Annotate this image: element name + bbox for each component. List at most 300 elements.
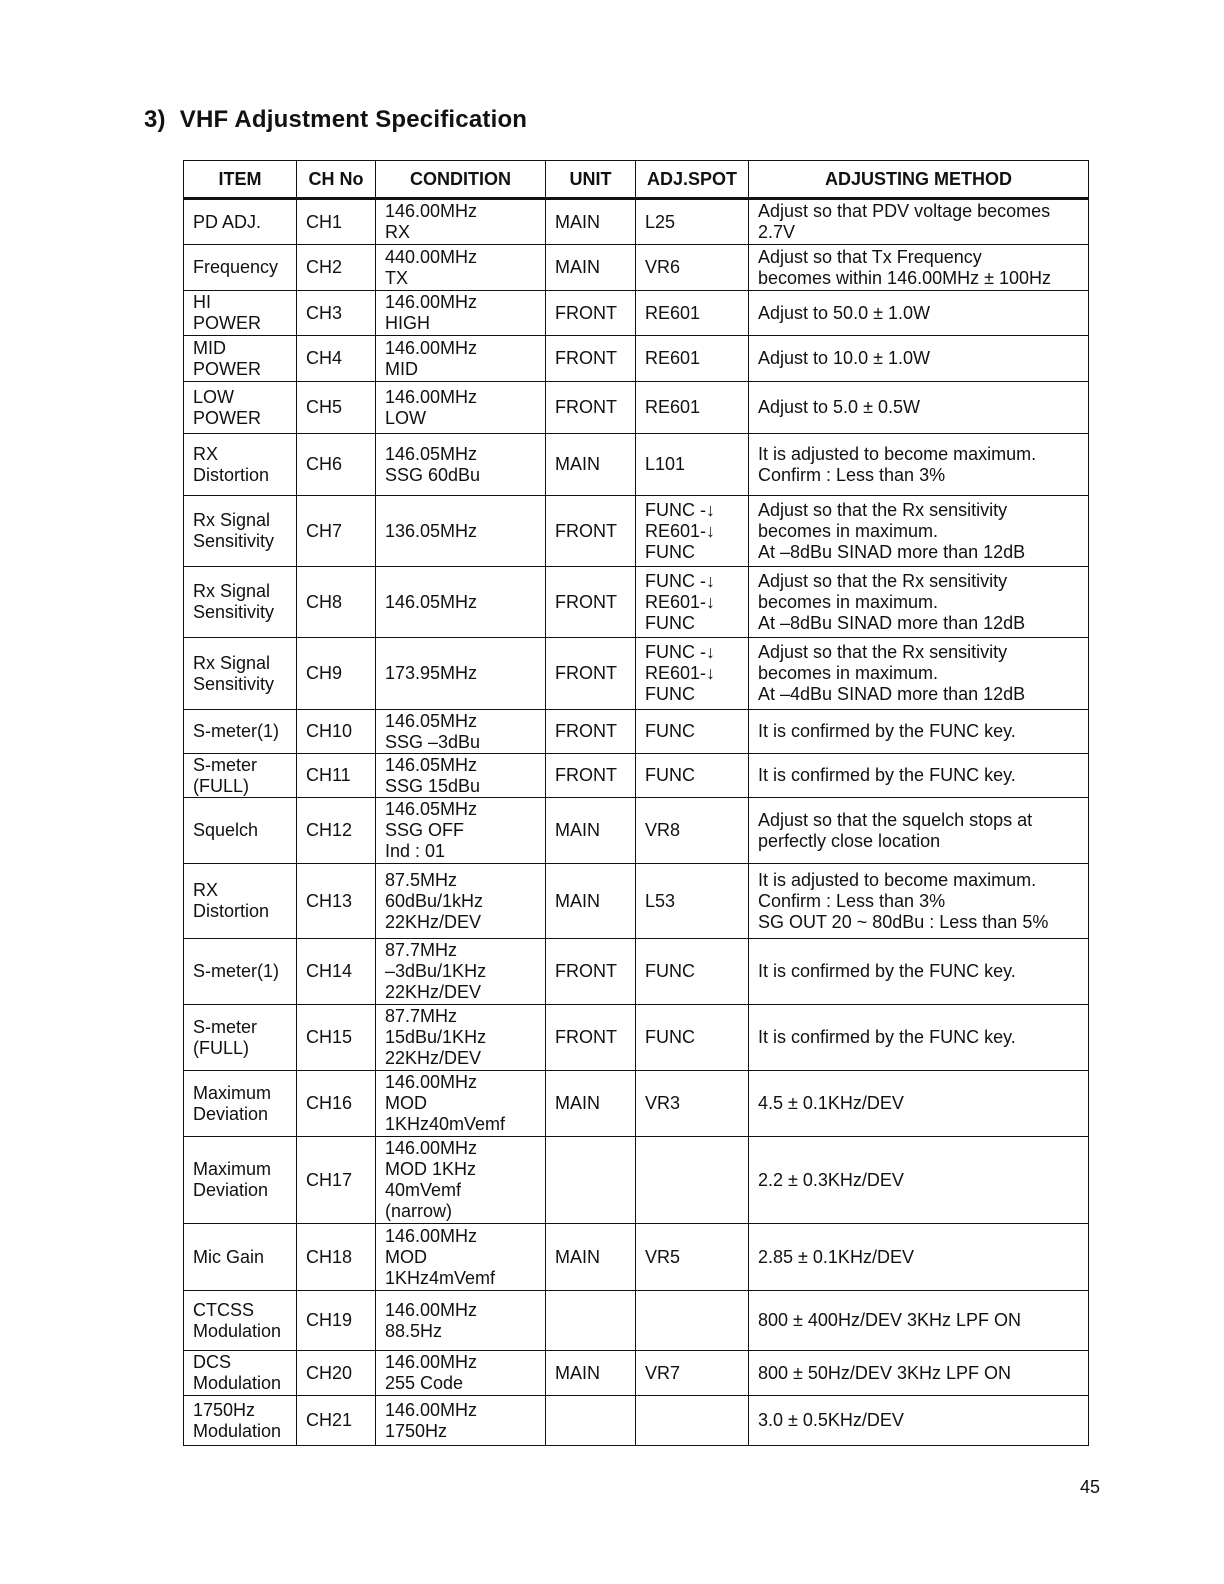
adj-spot-cell — [636, 245, 749, 291]
item-cell-line: Sensitivity — [193, 602, 275, 622]
section-title: VHF Adjustment Specification — [179, 106, 528, 133]
adjusting-method-cell-line: 4.5 ± 0.1KHz/DEV — [758, 1093, 904, 1113]
condition-cell — [376, 754, 546, 798]
adj-spot-cell — [636, 1291, 749, 1351]
adj-spot-cell — [636, 1224, 749, 1291]
condition-cell-line: 22KHz/DEV — [385, 911, 482, 932]
item-cell-line: 1750Hz — [193, 1399, 256, 1420]
adj-spot-cell-line: L101 — [645, 454, 686, 474]
adj-spot-cell-line: VR3 — [645, 1093, 681, 1113]
adjusting-method-cell-line: 2.7V — [758, 222, 796, 242]
condition-cell-line: 146.00MHz — [385, 386, 478, 407]
item-cell — [184, 199, 297, 245]
item-cell — [184, 939, 297, 1005]
item-cell-line: S-meter — [193, 1016, 258, 1037]
adjusting-method-cell — [749, 382, 1089, 434]
condition-cell-line: 1750Hz — [385, 1420, 448, 1441]
condition-cell-line: 146.00MHz — [385, 1299, 478, 1320]
table-row — [184, 1396, 1089, 1446]
item-cell-line: CTCSS — [193, 1299, 255, 1320]
item-cell-line: Frequency — [193, 257, 279, 277]
header-adjusting-method: ADJUSTING METHOD — [749, 161, 1089, 199]
item-cell-line: Rx Signal — [193, 652, 271, 673]
adj-spot-cell — [636, 567, 749, 638]
header-unit: UNIT — [546, 161, 636, 199]
condition-cell-line: 136.05MHz — [385, 520, 478, 541]
condition-cell-line: 40mVemf — [385, 1180, 462, 1200]
adjusting-method-cell-line: becomes within 146.00MHz ± 100Hz — [758, 267, 1052, 288]
adj-spot-cell-line: FUNC -↓ — [645, 642, 715, 662]
condition-cell-line: 146.05MHz — [385, 710, 478, 731]
adj-spot-cell-line: VR7 — [645, 1362, 681, 1383]
ch-no-cell: CH20 — [297, 1351, 376, 1396]
adjusting-method-cell-line: becomes in maximum. — [758, 520, 939, 541]
table-row — [184, 1137, 1089, 1224]
item-cell-line: POWER — [193, 407, 262, 428]
ch-no-cell: CH14 — [297, 939, 376, 1005]
ch-no-cell: CH8 — [297, 567, 376, 638]
adjusting-method-cell-line: Adjust to 5.0 ± 0.5W — [758, 397, 920, 417]
condition-cell-line: 146.00MHz — [385, 292, 478, 312]
condition-cell-line: 15dBu/1KHz — [385, 1027, 487, 1047]
section-heading — [144, 106, 527, 134]
table-row — [184, 798, 1089, 864]
item-cell — [184, 382, 297, 434]
adj-spot-cell — [636, 382, 749, 434]
table-body — [184, 199, 1089, 1446]
header-adj-spot: ADJ.SPOT — [636, 161, 749, 199]
ch-no-cell: CH1 — [297, 199, 376, 245]
item-cell-line: (FULL) — [193, 1037, 250, 1058]
condition-cell — [376, 1396, 546, 1446]
adjusting-method-cell-line: At –4dBu SINAD more than 12dB — [758, 684, 1026, 704]
item-cell — [184, 245, 297, 291]
condition-cell-line: 146.00MHz — [385, 1225, 478, 1246]
condition-cell — [376, 336, 546, 382]
item-cell-line: S-meter(1) — [193, 721, 280, 741]
ch-no-cell: CH21 — [297, 1396, 376, 1446]
item-cell — [184, 1224, 297, 1291]
item-cell-line: RX — [193, 443, 219, 464]
table-row — [184, 336, 1089, 382]
condition-cell-line: 87.7MHz — [385, 1006, 458, 1026]
adjusting-method-cell-line: Adjust so that the Rx sensitivity — [758, 642, 1008, 662]
condition-cell — [376, 199, 546, 245]
adjusting-method-cell-line: Adjust so that PDV voltage becomes — [758, 201, 1051, 221]
table-row — [184, 199, 1089, 245]
ch-no-cell: CH19 — [297, 1291, 376, 1351]
adjusting-method-cell-line: Adjust so that the squelch stops at — [758, 809, 1033, 830]
ch-no-cell: CH5 — [297, 382, 376, 434]
unit-cell: FRONT — [546, 754, 636, 798]
unit-cell: FRONT — [546, 710, 636, 754]
unit-cell — [546, 1396, 636, 1446]
adjusting-method-cell-line: Confirm : Less than 3% — [758, 890, 946, 911]
unit-cell: FRONT — [546, 1005, 636, 1071]
condition-cell — [376, 496, 546, 567]
condition-cell-line: 1KHz40mVemf — [385, 1114, 506, 1134]
item-cell-line: S-meter(1) — [193, 961, 280, 981]
adjusting-method-cell-line: It is adjusted to become maximum. — [758, 869, 1037, 890]
adjusting-method-cell-line: SG OUT 20 ~ 80dBu : Less than 5% — [758, 911, 1049, 932]
ch-no-cell: CH7 — [297, 496, 376, 567]
condition-cell-line: SSG 15dBu — [385, 775, 481, 796]
item-cell — [184, 1071, 297, 1137]
unit-cell: MAIN — [546, 1224, 636, 1291]
item-cell — [184, 1005, 297, 1071]
adjusting-method-cell-line: becomes in maximum. — [758, 663, 939, 683]
item-cell — [184, 434, 297, 496]
adjusting-method-cell — [749, 336, 1089, 382]
item-cell — [184, 638, 297, 710]
condition-cell-line: 146.00MHz — [385, 1138, 478, 1158]
adjusting-method-cell — [749, 1396, 1089, 1446]
ch-no-cell: CH13 — [297, 864, 376, 939]
condition-cell-line: 255 Code — [385, 1373, 464, 1393]
adj-spot-cell — [636, 1137, 749, 1224]
unit-cell — [546, 1137, 636, 1224]
item-cell — [184, 567, 297, 638]
table-row — [184, 382, 1089, 434]
condition-cell-line: 1KHz4mVemf — [385, 1267, 496, 1288]
condition-cell-line: 22KHz/DEV — [385, 1048, 482, 1068]
item-cell-line: PD ADJ. — [193, 211, 262, 232]
adj-spot-cell-line: RE601-↓ — [645, 591, 716, 612]
item-cell-line: DCS — [193, 1352, 232, 1372]
condition-cell-line: 146.05MHz — [385, 591, 478, 612]
item-cell — [184, 336, 297, 382]
condition-cell-line: 146.00MHz — [385, 1352, 478, 1372]
adj-spot-cell — [636, 638, 749, 710]
adj-spot-cell-line: FUNC -↓ — [645, 499, 715, 520]
ch-no-cell: CH4 — [297, 336, 376, 382]
adj-spot-cell — [636, 1071, 749, 1137]
adj-spot-cell — [636, 754, 749, 798]
adj-spot-cell-line: RE601 — [645, 302, 701, 323]
adj-spot-cell — [636, 939, 749, 1005]
unit-cell: MAIN — [546, 1071, 636, 1137]
unit-cell: MAIN — [546, 864, 636, 939]
adj-spot-cell-line: RE601-↓ — [645, 520, 716, 541]
condition-cell-line: LOW — [385, 407, 427, 428]
adjusting-method-cell-line: Adjust so that Tx Frequency — [758, 246, 982, 267]
adjusting-method-cell-line: It is confirmed by the FUNC key. — [758, 1027, 1016, 1047]
item-cell-line: POWER — [193, 313, 262, 333]
item-cell-line: HI — [193, 292, 211, 312]
condition-cell — [376, 1291, 546, 1351]
condition-cell-line: 87.5MHz — [385, 869, 458, 890]
adjusting-method-cell — [749, 864, 1089, 939]
condition-cell-line: MOD 1KHz — [385, 1159, 477, 1179]
condition-cell-line: (narrow) — [385, 1201, 453, 1221]
ch-no-cell: CH15 — [297, 1005, 376, 1071]
header-condition: CONDITION — [376, 161, 546, 199]
item-cell-line: Sensitivity — [193, 673, 275, 694]
adjusting-method-cell — [749, 754, 1089, 798]
condition-cell-line: 146.00MHz — [385, 1072, 478, 1092]
condition-cell-line: 146.05MHz — [385, 443, 478, 464]
adjusting-method-cell — [749, 1351, 1089, 1396]
adjusting-method-cell-line: perfectly close location — [758, 830, 941, 851]
ch-no-cell: CH12 — [297, 798, 376, 864]
item-cell-line: LOW — [193, 386, 235, 407]
condition-cell-line: SSG 60dBu — [385, 464, 481, 485]
adjusting-method-cell — [749, 291, 1089, 336]
table-row — [184, 754, 1089, 798]
adj-spot-cell-line: VR8 — [645, 820, 681, 840]
adj-spot-cell — [636, 798, 749, 864]
item-cell-line: Rx Signal — [193, 510, 271, 530]
unit-cell: MAIN — [546, 199, 636, 245]
table-header-row — [184, 161, 1089, 199]
adjusting-method-cell-line: Adjust to 10.0 ± 1.0W — [758, 348, 930, 368]
adjusting-method-cell — [749, 245, 1089, 291]
condition-cell-line: MOD — [385, 1246, 427, 1267]
adjusting-method-cell — [749, 199, 1089, 245]
adjusting-method-cell — [749, 939, 1089, 1005]
condition-cell — [376, 245, 546, 291]
adjusting-method-cell — [749, 496, 1089, 567]
adjusting-method-cell — [749, 710, 1089, 754]
condition-cell-line: 146.00MHz — [385, 337, 478, 358]
unit-cell: FRONT — [546, 496, 636, 567]
ch-no-cell: CH2 — [297, 245, 376, 291]
condition-cell-line: TX — [385, 267, 409, 288]
item-cell-line: Rx Signal — [193, 581, 271, 601]
unit-cell: MAIN — [546, 245, 636, 291]
adj-spot-cell-line: FUNC — [645, 612, 695, 633]
adjusting-method-cell-line: At –8dBu SINAD more than 12dB — [758, 541, 1026, 562]
adjusting-method-cell — [749, 567, 1089, 638]
adjusting-method-cell — [749, 1224, 1089, 1291]
item-cell-line: POWER — [193, 358, 262, 379]
item-cell — [184, 496, 297, 567]
adj-spot-cell-line: FUNC -↓ — [645, 570, 715, 591]
item-cell — [184, 710, 297, 754]
adj-spot-cell — [636, 291, 749, 336]
condition-cell-line: SSG OFF — [385, 820, 465, 840]
item-cell — [184, 1137, 297, 1224]
condition-cell-line: –3dBu/1KHz — [385, 961, 487, 981]
condition-cell — [376, 638, 546, 710]
ch-no-cell: CH11 — [297, 754, 376, 798]
adjusting-method-cell-line: It is confirmed by the FUNC key. — [758, 765, 1016, 785]
condition-cell — [376, 939, 546, 1005]
condition-cell — [376, 798, 546, 864]
unit-cell: FRONT — [546, 939, 636, 1005]
adj-spot-cell-line: RE601-↓ — [645, 663, 716, 683]
condition-cell-line: 173.95MHz — [385, 663, 478, 683]
condition-cell-line: 146.00MHz — [385, 201, 478, 221]
item-cell-line: MID — [193, 337, 226, 358]
condition-cell-line: 88.5Hz — [385, 1320, 443, 1341]
table-row — [184, 567, 1089, 638]
condition-cell-line: 146.05MHz — [385, 799, 478, 819]
table-row — [184, 1071, 1089, 1137]
unit-cell: FRONT — [546, 567, 636, 638]
condition-cell — [376, 291, 546, 336]
condition-cell-line: 146.00MHz — [385, 1399, 478, 1420]
adj-spot-cell-line: RE601 — [645, 397, 701, 417]
table-row — [184, 245, 1089, 291]
adjusting-method-cell — [749, 638, 1089, 710]
table-row — [184, 710, 1089, 754]
item-cell-line: Deviation — [193, 1103, 269, 1124]
adj-spot-cell-line: FUNC — [645, 1027, 695, 1047]
adj-spot-cell-line: FUNC — [645, 684, 695, 704]
condition-cell — [376, 567, 546, 638]
item-cell-line: RX — [193, 880, 219, 900]
item-cell-line: Maximum — [193, 1159, 272, 1179]
condition-cell-line: HIGH — [385, 313, 430, 333]
adj-spot-cell — [636, 1005, 749, 1071]
adjusting-method-cell — [749, 1005, 1089, 1071]
adj-spot-cell — [636, 434, 749, 496]
condition-cell-line: SSG –3dBu — [385, 731, 481, 752]
condition-cell — [376, 382, 546, 434]
unit-cell: MAIN — [546, 434, 636, 496]
adj-spot-cell-line: VR5 — [645, 1246, 681, 1267]
item-cell-line: Squelch — [193, 820, 259, 840]
adjusting-method-cell-line: It is confirmed by the FUNC key. — [758, 721, 1016, 741]
adjusting-method-cell-line: It is confirmed by the FUNC key. — [758, 961, 1016, 981]
header-item: ITEM — [184, 161, 297, 199]
item-cell-line: S-meter — [193, 754, 258, 775]
item-cell — [184, 798, 297, 864]
adjusting-method-cell-line: Confirm : Less than 3% — [758, 464, 946, 485]
adj-spot-cell — [636, 496, 749, 567]
unit-cell: FRONT — [546, 382, 636, 434]
adjusting-method-cell-line: 2.85 ± 0.1KHz/DEV — [758, 1246, 914, 1267]
item-cell — [184, 864, 297, 939]
ch-no-cell: CH17 — [297, 1137, 376, 1224]
table-row — [184, 496, 1089, 567]
unit-cell: FRONT — [546, 291, 636, 336]
adj-spot-cell-line: RE601 — [645, 348, 701, 368]
adj-spot-cell-line: L25 — [645, 211, 676, 232]
item-cell — [184, 1351, 297, 1396]
adj-spot-cell-line: VR6 — [645, 257, 681, 277]
item-cell-line: (FULL) — [193, 775, 250, 796]
adj-spot-cell — [636, 864, 749, 939]
adj-spot-cell — [636, 336, 749, 382]
adjusting-method-cell-line: becomes in maximum. — [758, 591, 939, 612]
adjusting-method-cell — [749, 1291, 1089, 1351]
table-row — [184, 939, 1089, 1005]
condition-cell — [376, 1071, 546, 1137]
item-cell-line: Sensitivity — [193, 531, 275, 551]
ch-no-cell: CH10 — [297, 710, 376, 754]
condition-cell-line: RX — [385, 222, 411, 242]
adjusting-method-cell-line: 2.2 ± 0.3KHz/DEV — [758, 1169, 904, 1190]
condition-cell-line: 146.05MHz — [385, 754, 478, 775]
adj-spot-cell — [636, 710, 749, 754]
item-cell — [184, 1291, 297, 1351]
adjusting-method-cell — [749, 798, 1089, 864]
adjusting-method-cell-line: 800 ± 50Hz/DEV 3KHz LPF ON — [758, 1362, 1011, 1383]
unit-cell: FRONT — [546, 638, 636, 710]
unit-cell: MAIN — [546, 1351, 636, 1396]
adjusting-method-cell-line: At –8dBu SINAD more than 12dB — [758, 612, 1026, 633]
adj-spot-cell — [636, 1396, 749, 1446]
condition-cell — [376, 434, 546, 496]
adjusting-method-cell — [749, 1071, 1089, 1137]
item-cell-line: Modulation — [193, 1420, 282, 1441]
adj-spot-cell-line: FUNC — [645, 961, 695, 981]
adjusting-method-cell-line: 800 ± 400Hz/DEV 3KHz LPF ON — [758, 1310, 1021, 1330]
condition-cell — [376, 1005, 546, 1071]
header-ch-no: CH No — [297, 161, 376, 199]
adjusting-method-cell-line: Adjust so that the Rx sensitivity — [758, 570, 1008, 591]
condition-cell-line: 22KHz/DEV — [385, 982, 482, 1002]
unit-cell — [546, 1291, 636, 1351]
item-cell-line: Maximum — [193, 1082, 272, 1103]
table-row — [184, 864, 1089, 939]
ch-no-cell: CH3 — [297, 291, 376, 336]
condition-cell-line: Ind : 01 — [385, 841, 446, 861]
item-cell — [184, 291, 297, 336]
adjusting-method-cell-line: 3.0 ± 0.5KHz/DEV — [758, 1410, 904, 1430]
adjusting-method-cell-line: Adjust so that the Rx sensitivity — [758, 499, 1008, 520]
table-row — [184, 1224, 1089, 1291]
adjusting-method-cell — [749, 434, 1089, 496]
condition-cell-line: 60dBu/1kHz — [385, 890, 484, 911]
vhf-adjustment-table — [183, 160, 1089, 1446]
page-number: 45 — [1080, 1477, 1101, 1497]
ch-no-cell: CH9 — [297, 638, 376, 710]
item-cell-line: Mic Gain — [193, 1246, 265, 1267]
adj-spot-cell-line: FUNC — [645, 541, 695, 562]
item-cell-line: Modulation — [193, 1373, 282, 1393]
item-cell — [184, 754, 297, 798]
unit-cell: MAIN — [546, 798, 636, 864]
item-cell — [184, 1396, 297, 1446]
ch-no-cell: CH6 — [297, 434, 376, 496]
condition-cell-line: 440.00MHz — [385, 246, 478, 267]
item-cell-line: Modulation — [193, 1320, 282, 1341]
section-number: 3) — [144, 106, 166, 133]
condition-cell-line: MOD — [385, 1093, 427, 1113]
unit-cell: FRONT — [546, 336, 636, 382]
adj-spot-cell-line: FUNC — [645, 765, 695, 785]
adj-spot-cell-line: L53 — [645, 890, 676, 911]
table-row — [184, 1351, 1089, 1396]
ch-no-cell: CH18 — [297, 1224, 376, 1291]
condition-cell — [376, 710, 546, 754]
item-cell-line: Deviation — [193, 1180, 269, 1200]
adj-spot-cell — [636, 1351, 749, 1396]
table-row — [184, 291, 1089, 336]
table-row — [184, 638, 1089, 710]
condition-cell-line: MID — [385, 358, 418, 379]
item-cell-line: Distortion — [193, 464, 270, 485]
adj-spot-cell-line: FUNC — [645, 721, 695, 741]
condition-cell — [376, 864, 546, 939]
table-row — [184, 1291, 1089, 1351]
adjusting-method-cell — [749, 1137, 1089, 1224]
adj-spot-cell — [636, 199, 749, 245]
condition-cell-line: 87.7MHz — [385, 940, 458, 960]
adjusting-method-cell-line: It is adjusted to become maximum. — [758, 443, 1037, 464]
adjusting-method-cell-line: Adjust to 50.0 ± 1.0W — [758, 302, 930, 323]
table-row — [184, 1005, 1089, 1071]
condition-cell — [376, 1137, 546, 1224]
ch-no-cell: CH16 — [297, 1071, 376, 1137]
item-cell-line: Distortion — [193, 901, 270, 921]
condition-cell — [376, 1351, 546, 1396]
table-row — [184, 434, 1089, 496]
condition-cell — [376, 1224, 546, 1291]
